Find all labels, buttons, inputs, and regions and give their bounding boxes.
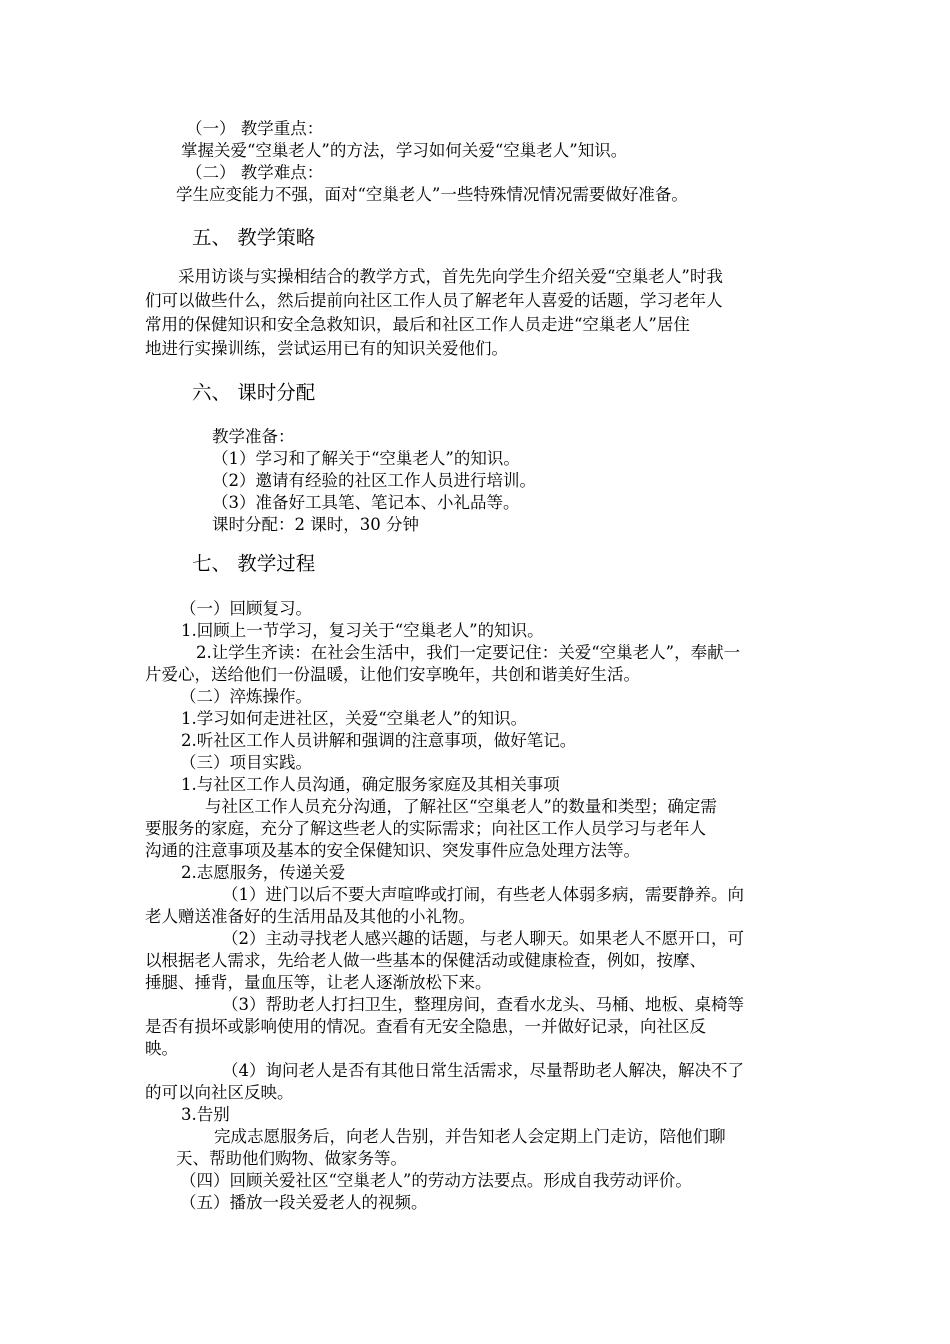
process-line: 1.与社区工作人员沟通，确定服务家庭及其相关事项 [181,775,560,794]
strategy-line: 地进行实操训练，尝试运用已有的知识关爱他们。 [145,339,508,358]
section-heading-strategy: 五、 教学策略 [192,226,316,249]
time-allocation: 课时分配：2 课时，30 分钟 [212,515,419,534]
process-line: 3.告别 [181,1105,230,1124]
process-line: 天、帮助他们购物、做家务等。 [176,1149,407,1168]
focus-text: 掌握关爱“空巢老人”的方法，学习如何关爱“空巢老人”知识。 [181,141,628,160]
prep-item: （1）学习和了解关于“空巢老人”的知识。 [212,449,520,468]
process-line: 要服务的家庭，充分了解这些老人的实际需求；向社区工作人员学习与老年人 [145,819,706,838]
process-line: （4）询问老人是否有其他日常生活需求，尽量帮助老人解决，解决不了 [222,1061,744,1080]
process-line: 是否有损坏或影响使用的情况。查看有无安全隐患，一并做好记录，向社区反 [145,1017,706,1036]
process-line: 映。 [145,1039,178,1058]
process-line: 1.学习如何走进社区，关爱“空巢老人”的知识。 [181,709,528,728]
process-line: 沟通的注意事项及基本的安全保健知识、突发事件应急处理方法等。 [145,841,640,860]
process-line: 的可以向社区反映。 [145,1083,294,1102]
process-line: 以根据老人需求，先给老人做一些基本的保健活动或健康检查，例如，按摩、 [145,951,706,970]
process-line: 片爱心，送给他们一份温暖，让他们安享晚年，共创和谐美好生活。 [145,665,640,684]
process-line: （二）淬炼操作。 [180,687,312,706]
process-line: （1）进门以后不要大声喧哗或打闹，有些老人体弱多病，需要静养。向 [222,885,744,904]
process-line: 1.回顾上一节学习，复习关于“空巢老人”的知识。 [181,621,544,640]
strategy-line: 常用的保健知识和安全急救知识，最后和社区工作人员走进“空巢老人”居住 [145,315,690,334]
difficulty-label: （二） 教学难点： [186,163,324,182]
difficulty-text: 学生应变能力不强，面对“空巢老人”一些特殊情况情况需要做好准备。 [176,185,688,204]
section-heading-schedule: 六、 课时分配 [192,381,316,404]
process-line: （3）帮助老人打扫卫生，整理房间，查看水龙头、马桶、地板、桌椅等 [222,995,744,1014]
process-line: （三）项目实践。 [180,753,312,772]
prep-item: （2）邀请有经验的社区工作人员进行培训。 [212,471,536,490]
strategy-line: 们可以做些什么，然后提前向社区工作人员了解老年人喜爱的话题，学习老年人 [145,291,723,310]
process-line: 老人赠送准备好的生活用品及其他的小礼物。 [145,907,475,926]
process-line: 捶腿、捶背，量血压等，让老人逐渐放松下来。 [145,973,492,992]
process-line: （五）播放一段关爱老人的视频。 [180,1193,428,1212]
process-line: 2.听社区工作人员讲解和强调的注意事项，做好笔记。 [181,731,577,750]
section-heading-process: 七、 教学过程 [192,552,316,575]
process-line: 2.让学生齐读：在社会生活中，我们一定要记住：关爱“空巢老人”，奉献一 [196,643,741,662]
prep-item: （3）准备好工具笔、笔记本、小礼品等。 [212,493,520,512]
focus-label: （一） 教学重点： [186,119,324,138]
process-line: （一）回顾复习。 [180,599,312,618]
process-line: （四）回顾关爱社区“空巢老人”的劳动方法要点。形成自我劳动评价。 [180,1171,692,1190]
process-line: （2）主动寻找老人感兴趣的话题，与老人聊天。如果老人不愿开口，可 [222,929,744,948]
process-line: 2.志愿服务，传递关爱 [181,863,346,882]
strategy-line: 采用访谈与实操相结合的教学方式，首先先向学生介绍关爱“空巢老人”时我 [178,267,723,286]
process-line: 与社区工作人员充分沟通，了解社区“空巢老人”的数量和类型；确定需 [205,797,717,816]
prep-label: 教学准备： [212,427,295,446]
process-line: 完成志愿服务后，向老人告别，并告知老人会定期上门走访，陪他们聊 [214,1127,726,1146]
